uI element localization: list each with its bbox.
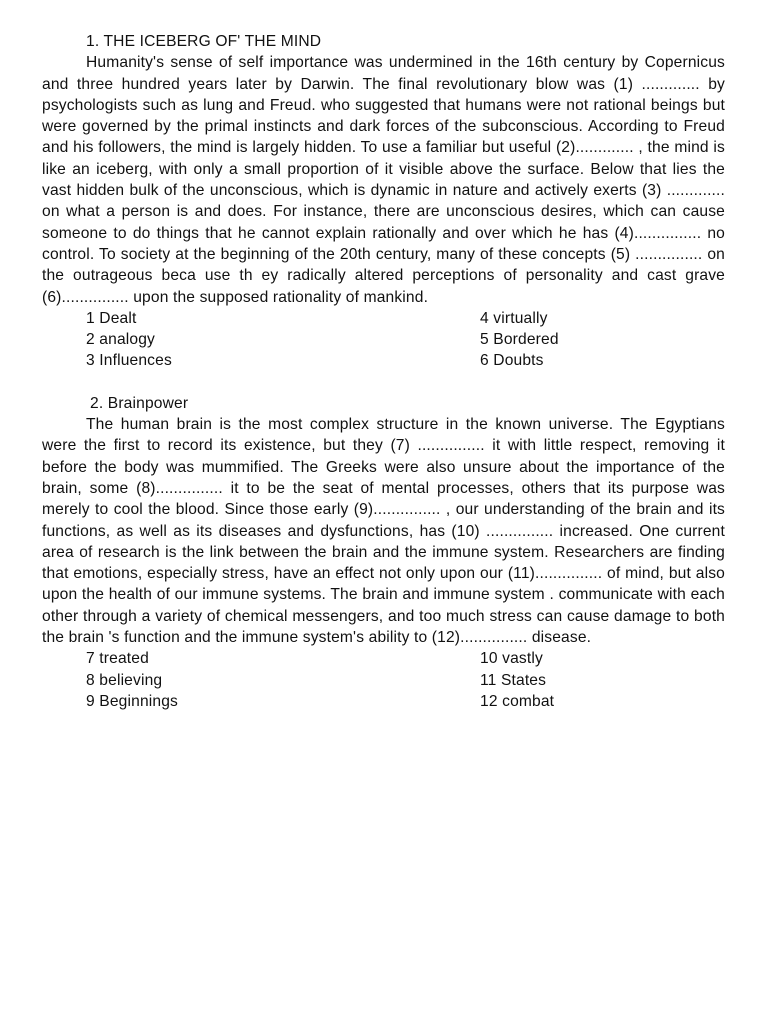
- section-2-paragraph: The human brain is the most complex structure in the known universe. The Egyptians were the first to record its existence, but they (7) ............... it with little respect, removing it before the body was mummified. The Greeks were also unsure about the importance of the brain, some (8)............... it to be the seat of mental processes, others that its purpose was merely to cool the blood. Since those early (9)............... , our understanding of the brain and its functions, as well as its diseases and dysfunctions, has (10) ............... increased. One current area of research is the link between the brain and the immune system. Researchers are finding that emotions, especially stress, have an effect not only upon our (11)............... of mind, but also upon the health of our immune systems. The brain and immune system . communicate with each other through a variety of chemical messengers, and too much stress can cause damage to both the brain 's function and the immune system's ability to (12)............... disease.: [42, 416, 725, 647]
- option-8: 8 believing: [86, 671, 163, 689]
- option-1: 1 Dealt: [86, 309, 137, 327]
- option-9: 9 Beginnings: [86, 692, 178, 710]
- option-7: 7 treated: [86, 650, 149, 668]
- option-4: 4 virtually: [480, 309, 548, 327]
- section-2-options: [42, 648, 725, 712]
- section-2-heading: 2. Brainpower: [90, 394, 189, 412]
- option-2: 2 analogy: [86, 331, 155, 349]
- option-6: 6 Doubts: [480, 352, 544, 370]
- option-12: 12 combat: [480, 692, 555, 710]
- option-11: 11 States: [480, 671, 547, 689]
- option-5: 5 Bordered: [480, 331, 559, 349]
- section-1-paragraph: Humanity's sense of self importance was undermined in the 16th century by Copernicus and three hundred years later by Darwin. The final revolutionary blow was (1) ............. by psychologists such as lung and Freud. who suggested that humans were not rational beings but were governed by the primal instincts and dark forces of the subconscious. According to Freud and his followers, the mind is largely hidden. To use a familiar but useful (2)............. , the mind is like an iceberg, with only a small proportion of it visible above the surface. Below that lies the vast hidden bulk of the unconscious, which is dynamic in nature and actively exerts (3) ............. on what a person is and does. For instance, there are unconscious desires, which can cause someone to do things that he cannot explain rationally and over which he has (4)............... no control. To society at the beginning of the 20th century, many of these concepts (5) ............... on the outrageous beca use th ey radically altered perceptions of personality and cast grave (6)............... upon the supposed rationality of mankind.: [42, 54, 725, 306]
- document-page: [42, 31, 725, 712]
- option-3: 3 Influences: [86, 352, 172, 370]
- section-1-options: [42, 308, 725, 372]
- option-10: 10 vastly: [480, 650, 543, 668]
- section-1-heading: 1. THE ICEBERG OF' THE MIND: [86, 33, 322, 50]
